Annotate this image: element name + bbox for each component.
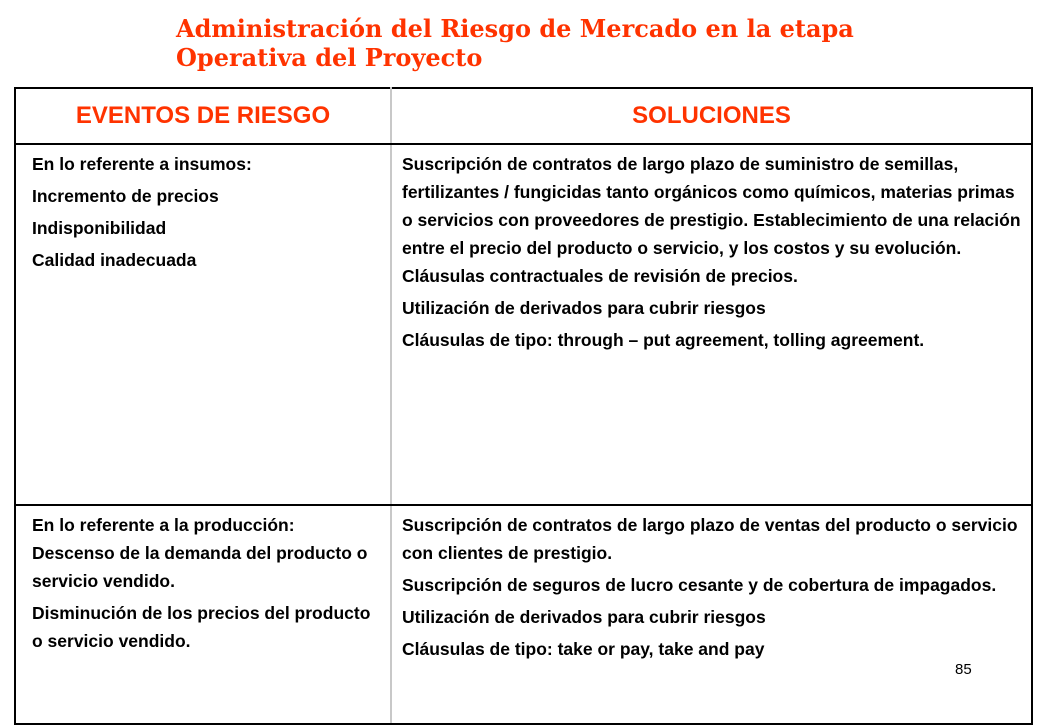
- table-row: [15, 144, 1032, 505]
- solution-item: Utilización de derivados para cubrir riesgos: [402, 298, 766, 318]
- solution-item: Suscripción de contratos de largo plazo de suministro de semillas, fertilizantes / fungicidas tanto orgánicos como químicos, materias primas o servicios con proveedores de prestigio. Establecimiento de una relación entre el precio del producto o servicio, y los costos y su evolución. Cláusulas contractuales de revisión de precios.: [402, 154, 1021, 286]
- slide-title-line-2: Operativa del Proyecto: [176, 43, 483, 72]
- events-cell-inputs: [15, 144, 391, 505]
- header-events: EVENTOS DE RIESGO: [15, 88, 391, 144]
- solution-item: Cláusulas de tipo: take or pay, take and pay: [402, 639, 765, 659]
- slide-title-line-1: Administración del Riesgo de Mercado en la etapa: [176, 14, 854, 43]
- risk-table: [14, 87, 1033, 725]
- event-item: Disminución de los precios del producto o servicio vendido.: [32, 603, 371, 651]
- event-item: En lo referente a la producción: Descenso de la demanda del producto o servicio vendido.: [32, 515, 368, 591]
- events-cell-production: [15, 505, 391, 724]
- table-header-row: [15, 88, 1032, 144]
- solution-item: Suscripción de seguros de lucro cesante y de cobertura de impagados.: [402, 575, 997, 595]
- event-item: En lo referente a insumos:: [32, 154, 252, 174]
- event-item: Calidad inadecuada: [32, 250, 197, 270]
- event-item: Incremento de precios: [32, 186, 219, 206]
- solutions-cell-production: [391, 505, 1032, 724]
- solution-item: Suscripción de contratos de largo plazo de ventas del producto o servicio con clientes de prestigio.: [402, 515, 1018, 563]
- table-row: [15, 505, 1032, 724]
- slide-title: [176, 14, 1016, 72]
- solution-item: Utilización de derivados para cubrir riesgos: [402, 607, 766, 627]
- header-solutions: SOLUCIONES: [391, 88, 1032, 144]
- event-item: Indisponibilidad: [32, 218, 167, 238]
- page-number: 85: [955, 661, 972, 678]
- solutions-cell-inputs: [391, 144, 1032, 505]
- solution-item: Cláusulas de tipo: through – put agreement, tolling agreement.: [402, 330, 925, 350]
